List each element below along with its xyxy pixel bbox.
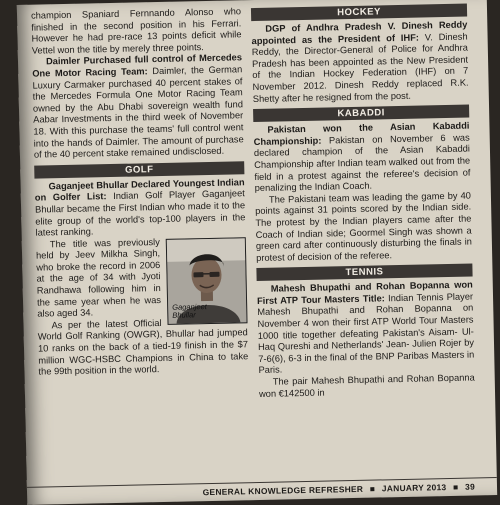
hockey-headline: DGP of Andhra Pradesh V. Dinesh Reddy appointed as the President of IHF: xyxy=(251,19,468,46)
golf-paragraph-3: As per the latest Official World Golf Ranking (OWGR), Bhullar had jumped 10 ranks on the back of a tied-19 finish in the $7 million WGC-HSBC Champions in China to take the 99th position in the world. xyxy=(37,317,249,377)
golf-section-header: GOLF xyxy=(34,161,244,178)
kabaddi-body: Pakistan on November 6 was declared champion of the Asian Kabaddi Championship after Indian team walked out from the field in a protest against the referee's decision of penalizing the Indian Coach. xyxy=(253,132,471,194)
footer-separator: ■ xyxy=(369,483,376,494)
golf-paragraph-2: The title was previously held by Jeev Milkha Singh, who broke the record in 2006 at the age of 34 with Jyoti Randhawa following him in the same year when he was also aged 34. xyxy=(35,236,162,319)
tennis-body: Indian Tennis Player Mahesh Bhupathi and Rohan Bopanna on November 4 won their first ATP World Tour Masters 1000 title together defeating Pakistan's Aisam- Ul- Haq Qureshi and Netherlands' Jean- Julien Rojer by 7-6(6), 6-3 in the final of the BNP Paribas Masters in Paris. xyxy=(257,291,475,376)
golf-headline: Gaganjeet Bhullar Declared Youngest Indian on Golfer List: xyxy=(34,176,245,203)
daimler-body: Daimler, the German Luxury Carmaker purchased 40 percent stakes of the Mercedes Formula One Motor Racing Team owned by the Abu Dhabi sovereign wealth fund Aabar Investments in the third week of November 18. With this purchase the teams' full control went into the hands of Daimler. The amount of purchase of the 40 percent stake remained undisclosed. xyxy=(32,64,244,160)
kabaddi-paragraph-2: The Pakistani team was leading the game by 40 points against 31 points scored by the Indian side. The protest by the Indian players came after the Coach of Indian side; Goormel Singh was shown a green card after continuously disturbing the finals in protest of decision of the referee. xyxy=(255,190,472,263)
daimler-article xyxy=(32,53,244,162)
issue-date: JANUARY 2013 xyxy=(381,482,447,494)
golf-article xyxy=(35,177,246,239)
kabaddi-article xyxy=(253,121,470,195)
golf-body: Indian Golf Player Gaganjeet Bhullar became the First Indian who made it to the elite group of the world's top-100 players in the latest ranking. xyxy=(34,188,246,238)
page-number: 39 xyxy=(464,481,476,492)
tennis-headline: Mahesh Bhupathi and Rohan Bopanna won First ATP Tour Masters Title: xyxy=(256,279,473,306)
kabaddi-headline: Pakistan won the Asian Kabaddi Championship: xyxy=(253,120,470,147)
intro-paragraph: champion Spaniard Fernnando Alonso who finished in the second position in his Ferrari. However he had pre-race 13 points deficit while Vettel won the title by merely three points. xyxy=(30,6,242,56)
footer-separator-2: ■ xyxy=(452,481,459,492)
left-column xyxy=(31,6,249,378)
hockey-article xyxy=(251,20,469,106)
magazine-page xyxy=(17,0,497,505)
hockey-section-header: HOCKEY xyxy=(251,4,467,22)
page-footer xyxy=(27,477,497,501)
hockey-body: V. Dinesh Reddy, the Director-General of Police for Andhra Pradesh has been appointed as the New President of the Indian Hockey Federation (IHF) on 7 November 2012. Dinesh Reddy replaced R.K. Shetty after he resigned from the post. xyxy=(251,31,469,104)
kabaddi-section-header: KABADDI xyxy=(253,105,469,123)
tennis-paragraph-2: The pair Mahesh Bhupathi and Rohan Bopanna won €142500 in xyxy=(258,372,475,399)
bhullar-photo xyxy=(166,237,248,325)
tennis-article xyxy=(257,280,475,377)
tennis-section-header: TENNIS xyxy=(256,264,472,282)
publication-name: GENERAL KNOWLEDGE REFRESHER xyxy=(202,483,364,498)
daimler-headline: Daimler Purchased full control of Mercedes One Motor Racing Team: xyxy=(32,52,243,79)
right-column xyxy=(251,2,475,401)
photo-caption: Gaganjeet Bhullar xyxy=(172,301,207,320)
